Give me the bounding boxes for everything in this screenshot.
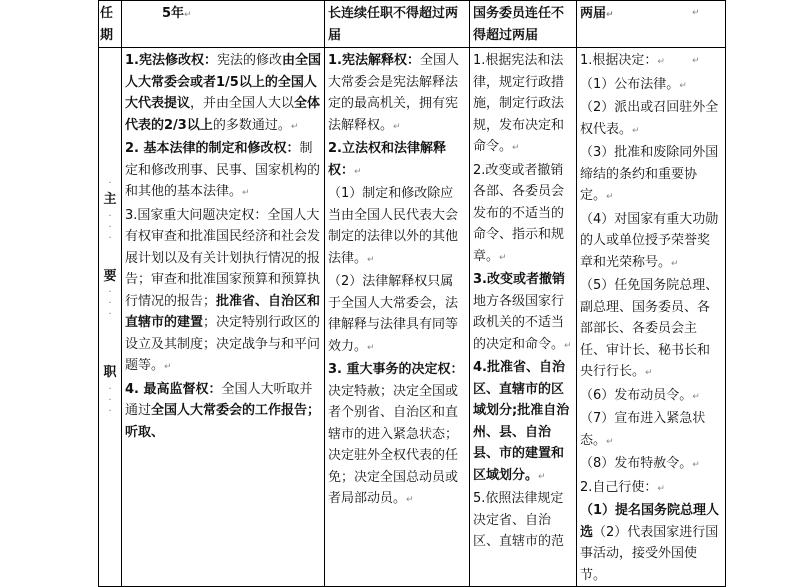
standing-committee-powers-cell bbox=[325, 48, 470, 587]
header-standing-committee-term: 长连续任职不得超过两届 bbox=[328, 6, 459, 43]
term-label-cell bbox=[99, 1, 122, 48]
pres-item-last: （1）提名国务院总理人选（2）代表国家进行国事活动，接受外国使节。 bbox=[580, 503, 720, 583]
dot-marks: · · · bbox=[108, 210, 112, 244]
st-power-3: 3.改变或者撤销地方各级国家行政机关的不适当的决定和命令。↵ bbox=[473, 272, 572, 352]
sc-power-1: 1.宪法解释权：全国人大常委会是宪法解释法定的最高机关，拥有宪法解释权。↵ bbox=[328, 53, 459, 133]
side-label-zhi: 职 bbox=[103, 365, 117, 380]
sc-power-3: 3. 重大事务的决定权：决定特赦；决定全国或者个别省、自治区和直辖市的进入紧急状态；决定驻外全权代表的任免；决定全国总动员或者局部动员。↵ bbox=[328, 362, 464, 506]
st-power-2: 2.改变或者撤销各部、各委员会发布的不适当的命令、指示和规章。↵ bbox=[473, 162, 565, 264]
pres-item: （7）宣布进入紧急状态。↵ bbox=[580, 411, 706, 448]
right-return-mark: ↵ bbox=[692, 56, 700, 66]
pres-item: （3）批准和废除同外国缔结的条约和重要协定。↵ bbox=[580, 145, 719, 203]
term-label: 任期 bbox=[100, 6, 114, 43]
president-powers-cell bbox=[577, 48, 726, 587]
side-label-zhu: 主 bbox=[103, 192, 117, 207]
st-power-5: 5.依照法律规定决定省、自治区、直辖市的范 bbox=[473, 491, 565, 549]
dot-marks: · · · bbox=[108, 287, 112, 320]
pres-item: （8）发布特赦令。↵ bbox=[580, 456, 700, 471]
sc-power-2: 2.立法权和法律解释权：↵ bbox=[328, 141, 446, 178]
sc-power-2-1: （1）制定和修改除应当由全国人民代表大会制定的法律以外的其他法律。↵ bbox=[328, 186, 459, 266]
return-mark: ↵ bbox=[606, 10, 614, 20]
npc-power-1: 1.宪法修改权：宪法的修改由全国人大常委会或者1/5以上的全国人大代表提议，并由全国人大以全体代表的2/3以上的多数通过。↵ bbox=[125, 53, 322, 133]
header-state-council-term: 国务委员连任不得超过两届 bbox=[473, 6, 565, 43]
dot-marks: · bbox=[108, 178, 112, 189]
return-mark: ↵ bbox=[184, 10, 192, 20]
npc-power-2: 2. 基本法律的制定和修改权：制定和修改刑事、民事、国家机构的和其他的基本法律。↵ bbox=[125, 141, 321, 199]
npc-powers-cell bbox=[122, 48, 325, 587]
document-table bbox=[98, 0, 726, 587]
pres-item: 1.根据决定：↵ bbox=[580, 53, 665, 68]
right-return-mark: ↵ bbox=[692, 8, 700, 18]
pres-item: （5）任免国务院总理、副总理、国务委员、各部部长、各委员会主任、审计长、秘书长和央行行长。↵ bbox=[580, 278, 719, 379]
table-body-row bbox=[99, 48, 726, 587]
pres-item: （4）对国家有重大功勋的人或单位授予荣誉奖章和光荣称号。↵ bbox=[580, 211, 719, 270]
header-cell-state-council bbox=[470, 1, 577, 48]
header-cell-president bbox=[577, 1, 726, 48]
header-cell-standing-committee bbox=[325, 1, 470, 48]
pres-item: （2）派出或召回驻外全权代表。↵ bbox=[580, 100, 719, 137]
header-cell-npc bbox=[122, 1, 325, 48]
header-president-term: 两届 bbox=[580, 6, 607, 21]
pres-item: （6）发布动员令。↵ bbox=[580, 387, 700, 403]
table-header-row bbox=[99, 1, 726, 48]
pres-item: 2.自己行使：↵ bbox=[580, 479, 665, 495]
pres-item: （1）公布法律。↵ bbox=[580, 76, 687, 92]
npc-power-4: 4. 最高监督权：全国人大听取并通过全国人大常委会的工作报告；听取、 bbox=[125, 381, 321, 440]
side-label-yao: 要 bbox=[103, 268, 117, 284]
dot-marks: · · · bbox=[108, 383, 112, 417]
side-label-cell bbox=[99, 48, 122, 587]
header-npc-term: 5年 bbox=[162, 6, 185, 21]
st-power-1: 1.根据宪法和法律，规定行政措施，制定行政法规，发布决定和命令。↵ bbox=[473, 53, 565, 154]
state-council-powers-cell bbox=[470, 48, 577, 587]
sc-power-2-2: （2）法律解释权只属于全国人大常委会，法律解释与法律具有同等效力。↵ bbox=[328, 274, 459, 354]
st-power-4: 4.批准省、自治区、直辖市的区域划分;批准自治州、县、自治县、市的建置和区域划分。↵ bbox=[473, 360, 570, 483]
npc-power-3: 3.国家重大问题决定权：全国人大有权审查和批准国民经济和社会发展计划以及有关计划执行情况的报告；审查和批准国家预算和预算执行情况的报告；批准省、自治区和直辖市的建置；决定特别行政区的设立及其制度；决定战争与和平问题等。↵ bbox=[125, 207, 321, 373]
